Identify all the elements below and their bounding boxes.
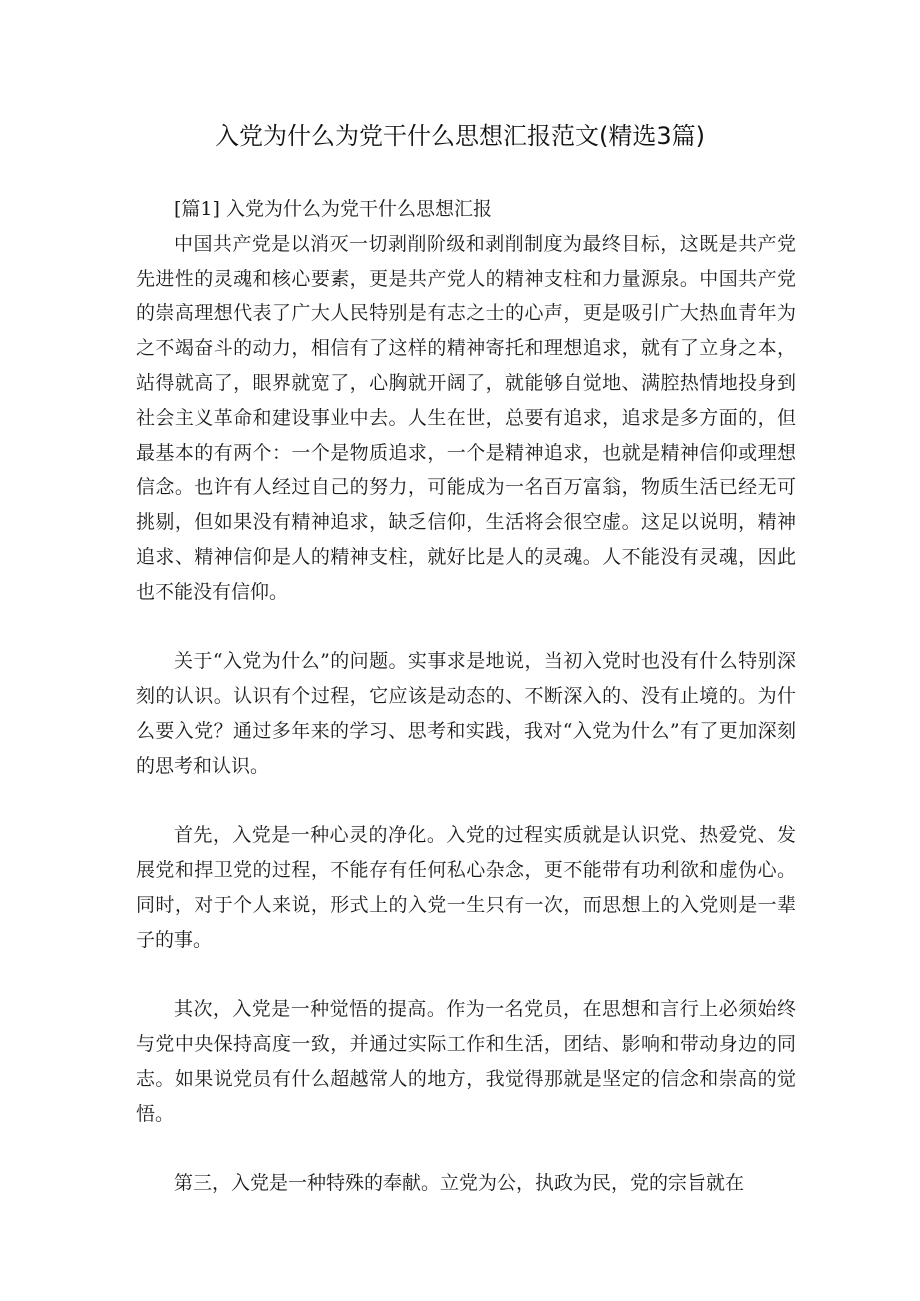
- paragraph-3: 首先，入党是一种心灵的净化。入党的过程实质就是认识党、热爱党、发展党和捍卫党的过程，不能存有任何私心杂念，更不能带有功利欲和虚伪心。同时，对于个人来说，形式上的入党一生只有一次，而思想上的入党则是一辈子的事。: [136, 824, 796, 951]
- paragraph-2: 关于“入党为什么”的问题。实事求是地说，当初入党时也没有什么特别深刻的认识。认识有个过程，它应该是动态的、不断深入的、没有止境的。为什么要入党？通过多年来的学习、思考和实践，我对“入党为什么”有了更加深刻的思考和认识。: [136, 650, 796, 777]
- document-body: [136, 192, 796, 1201]
- paragraph-1: 中国共产党是以消灭一切剥削阶级和剥削制度为最终目标，这既是共产党先进性的灵魂和核心要素，更是共产党人的精神支柱和力量源泉。中国共产党的崇高理想代表了广大人民特别是有志之士的心声，更是吸引广大热血青年为之不竭奋斗的动力，相信有了这样的精神寄托和理想追求，就有了立身之本，站得就高了，眼界就宽了，心胸就开阔了，就能够自觉地、满腔热情地投身到社会主义革命和建设事业中去。人生在世，总要有追求，追求是多方面的，但最基本的有两个：一个是物质追求，一个是精神追求，也就是精神信仰或理想信念。也许有人经过自己的努力，可能成为一名百万富翁，物质生活已经无可挑剔，但如果没有精神追求，缺乏信仰，生活将会很空虚。这足以说明，精神追求、精神信仰是人的精神支柱，就好比是人的灵魂。人不能没有灵魂，因此也不能没有信仰。: [136, 232, 796, 603]
- document-title: 入党为什么为党干什么思想汇报范文(精选3篇): [215, 122, 705, 150]
- paragraph-4: 其次，入党是一种觉悟的提高。作为一名党员，在思想和言行上必须始终与党中央保持高度一致，并通过实际工作和生活，团结、影响和带动身边的同志。如果说党员有什么超越常人的地方，我觉得那就是坚定的信念和崇高的觉悟。: [136, 998, 796, 1125]
- paragraph-5: 第三，入党是一种特殊的奉献。立党为公，执政为民，党的宗旨就在: [174, 1172, 745, 1195]
- section-heading: [篇1] 入党为什么为党干什么思想汇报: [174, 198, 492, 220]
